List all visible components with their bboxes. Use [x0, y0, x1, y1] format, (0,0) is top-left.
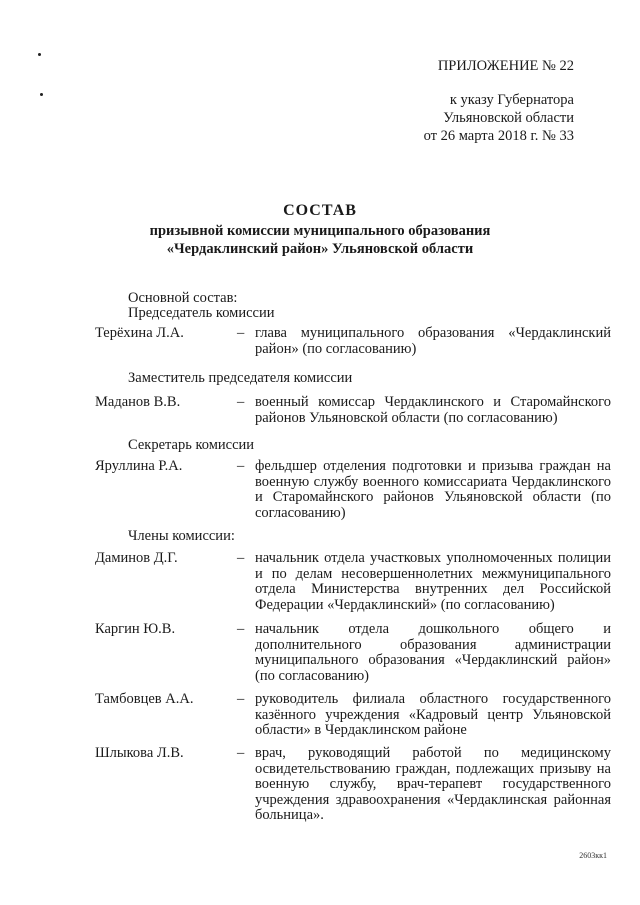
member-dash: – — [237, 691, 245, 707]
member-description: глава муниципального образования «Чердаклинский район» (по согласованию) — [255, 325, 611, 357]
member-dash: – — [237, 458, 245, 474]
member-dash: – — [237, 325, 245, 341]
member-dash: – — [237, 621, 245, 637]
member-name: Тамбовцев А.А. — [95, 691, 194, 707]
chairman-role: Председатель комиссии — [128, 305, 275, 321]
member-name: Яруллина Р.А. — [95, 458, 183, 474]
appendix-line-1: к указу Губернатора — [449, 92, 574, 108]
member-name: Терёхина Л.А. — [95, 325, 184, 341]
member-description: врач, руководящий работой по медицинскому освидетельствованию граждан, подлежащих призыву на военную службу, врач-терапевт государственного учреждения здравоохранения «Чердаклинская районная больница». — [255, 745, 611, 823]
member-dash: – — [237, 745, 245, 761]
scan-speck — [38, 53, 41, 56]
scan-speck — [40, 93, 43, 96]
title-line-2: «Чердаклинский район» Ульяновской области — [166, 241, 474, 257]
secretary-role: Секретарь комиссии — [128, 437, 255, 453]
member-description: начальник отдела участковых уполномоченных полиции и по делам несовершеннолетних межмуниципального отдела Министерства внутренних дел Российской Федерации «Чердаклинский» (по согласованию) — [255, 550, 611, 613]
member-dash: – — [237, 550, 245, 566]
member-name: Даминов Д.Г. — [95, 550, 178, 566]
appendix-line-3: от 26 марта 2018 г. № 33 — [423, 128, 574, 144]
title-heading: СОСТАВ — [283, 202, 357, 219]
member-name: Шлыкова Л.В. — [95, 745, 184, 761]
member-name: Каргин Ю.В. — [95, 621, 176, 637]
appendix-block — [424, 57, 574, 145]
member-description: руководитель филиала областного государственного казённого учреждения «Кадровый центр Ульяновской области» в Чердаклинском районе — [255, 691, 611, 738]
member-dash: – — [237, 394, 245, 410]
member-description: военный комиссар Чердаклинского и Старомайнского районов Ульяновской области (по согласованию) — [255, 394, 611, 426]
title-line-1: призывной комиссии муниципального образования — [149, 223, 491, 239]
appendix-number: ПРИЛОЖЕНИЕ № 22 — [437, 58, 574, 74]
deputy-role: Заместитель председателя комиссии — [128, 370, 353, 386]
member-description: фельдшер отделения подготовки и призыва граждан на военную службу военного комиссариата Чердаклинского и Старомайнского районов Ульяновской области (по согласованию) — [255, 458, 611, 521]
member-description: начальник отдела дошкольного общего и дополнительного образования администрации муниципального образования «Чердаклинский район» (по согласованию) — [255, 621, 611, 684]
document-code: 2603кк1 — [579, 851, 607, 860]
appendix-line-2: Ульяновской области — [443, 110, 574, 126]
members-label: Члены комиссии: — [128, 528, 235, 544]
document-title — [0, 202, 640, 258]
member-name: Маданов В.В. — [95, 394, 181, 410]
composition-label: Основной состав: — [128, 290, 238, 306]
